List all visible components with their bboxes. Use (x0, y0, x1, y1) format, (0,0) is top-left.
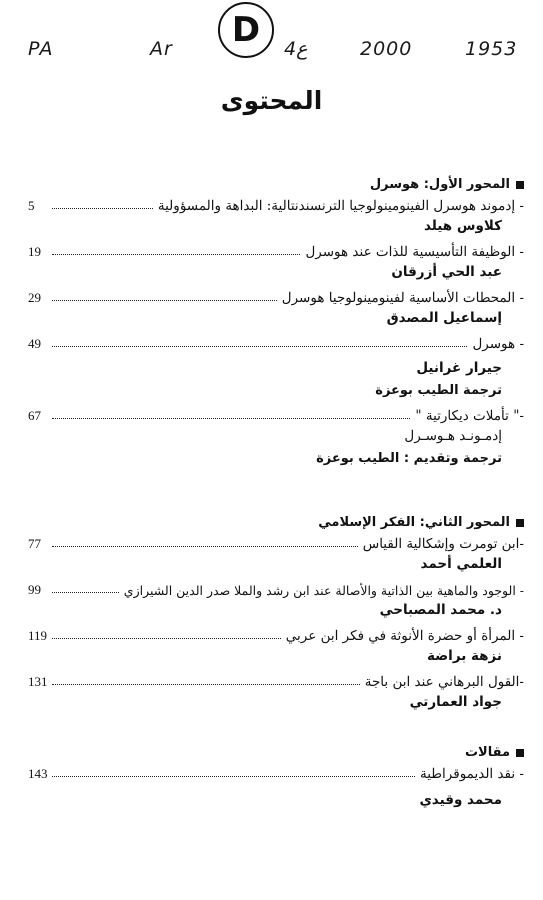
toc-section-3 (28, 745, 524, 812)
toc-entry (28, 238, 524, 260)
page-number: 143 (28, 766, 48, 781)
circled-stamp (218, 2, 274, 58)
dotted-leader (52, 208, 153, 209)
entry-title: - هوسرل (472, 336, 524, 352)
toc-entry (28, 284, 524, 306)
dotted-leader (52, 254, 300, 255)
entry-translator: ترجمة وتقديم : الطيب بوعزة (316, 451, 502, 466)
toc-entry (28, 668, 524, 690)
toc-entry (28, 192, 524, 214)
toc-section-2 (28, 515, 524, 714)
entry-title: -" تأملات ديكارتية " (415, 408, 524, 424)
dotted-leader (52, 776, 415, 777)
entry-author: العلمي أحمد (420, 556, 502, 572)
entry-author: عبد الحي أزرقان (391, 264, 502, 280)
section-heading: المحور الأول: هوسرل (28, 177, 524, 192)
page-number: 119 (28, 628, 48, 643)
entry-author: إدمـونـد هـوسـرل (404, 428, 502, 444)
page-title: المحتوى (220, 86, 323, 115)
entry-title: -القول البرهاني عند ابن باجة (364, 674, 524, 690)
toc-entry (28, 330, 524, 352)
toc-entry (28, 402, 524, 424)
handwritten-ref-4: 4ع (284, 38, 308, 60)
page-number: 99 (28, 582, 41, 597)
entry-title: - المرأة أو حضرة الأنوثة في فكر ابن عربي (285, 628, 524, 644)
entry-author: كلاوس هيلد (423, 218, 502, 234)
dotted-leader (52, 346, 467, 347)
toc-section-1 (28, 177, 524, 470)
entry-author: جيرار غرانيل (416, 360, 502, 376)
dotted-leader (52, 684, 360, 685)
dotted-leader (52, 546, 358, 547)
page-number: 29 (28, 290, 41, 305)
entry-author: إسماعيل المصدق (386, 310, 502, 326)
handwritten-ref-pa: PA (28, 38, 54, 60)
square-bullet-icon (516, 181, 524, 189)
page-number: 49 (28, 336, 41, 351)
entry-title: - المحطات الأساسية لفينومينولوجيا هوسرل (281, 290, 524, 306)
square-bullet-icon (516, 519, 524, 527)
page-number: 19 (28, 244, 41, 259)
page-number: 131 (28, 674, 48, 689)
handwritten-ref-ar: Ar (150, 38, 173, 60)
handwritten-ref-1953: 1953 (465, 38, 518, 60)
entry-title: - إدموند هوسرل الفينومينولوجيا الترنسندنتالية: البداهة والمسؤولية (157, 198, 524, 214)
dotted-leader (52, 592, 119, 593)
stamp-letter: D (231, 10, 261, 50)
entry-author: نزهة براضة (426, 648, 502, 664)
dotted-leader (52, 300, 277, 301)
entry-title: - نقد الديموقراطية (419, 766, 524, 782)
section-heading: مقالات (28, 745, 524, 760)
dotted-leader (52, 638, 281, 639)
square-bullet-icon (516, 749, 524, 757)
entry-author: جواد العمارتي (409, 694, 502, 710)
entry-title: - الوظيفة التأسيسية للذات عند هوسرل (305, 244, 524, 260)
page-number: 67 (28, 408, 41, 423)
entry-title: - الوجود والماهية بين الذاتية والأصالة عند ابن رشد والملا صدر الدين الشيرازي (123, 583, 524, 598)
entry-author: د. محمد المصباحي (379, 602, 502, 618)
entry-author: محمد وقيدي (419, 792, 502, 808)
toc-entry (28, 530, 524, 552)
section-heading: المحور الثاني: الفكر الإسلامي (28, 515, 524, 530)
toc-entry (28, 576, 524, 598)
handwritten-ref-2000: 2000 (360, 38, 413, 60)
toc-entry (28, 760, 524, 782)
toc-entry (28, 622, 524, 644)
dotted-leader (52, 418, 410, 419)
entry-translator: ترجمة الطيب بوعزة (375, 383, 502, 398)
page-number: 5 (28, 198, 35, 213)
entry-title: -ابن تومرت وإشكالية القياس (362, 536, 524, 552)
page-number: 77 (28, 536, 41, 551)
